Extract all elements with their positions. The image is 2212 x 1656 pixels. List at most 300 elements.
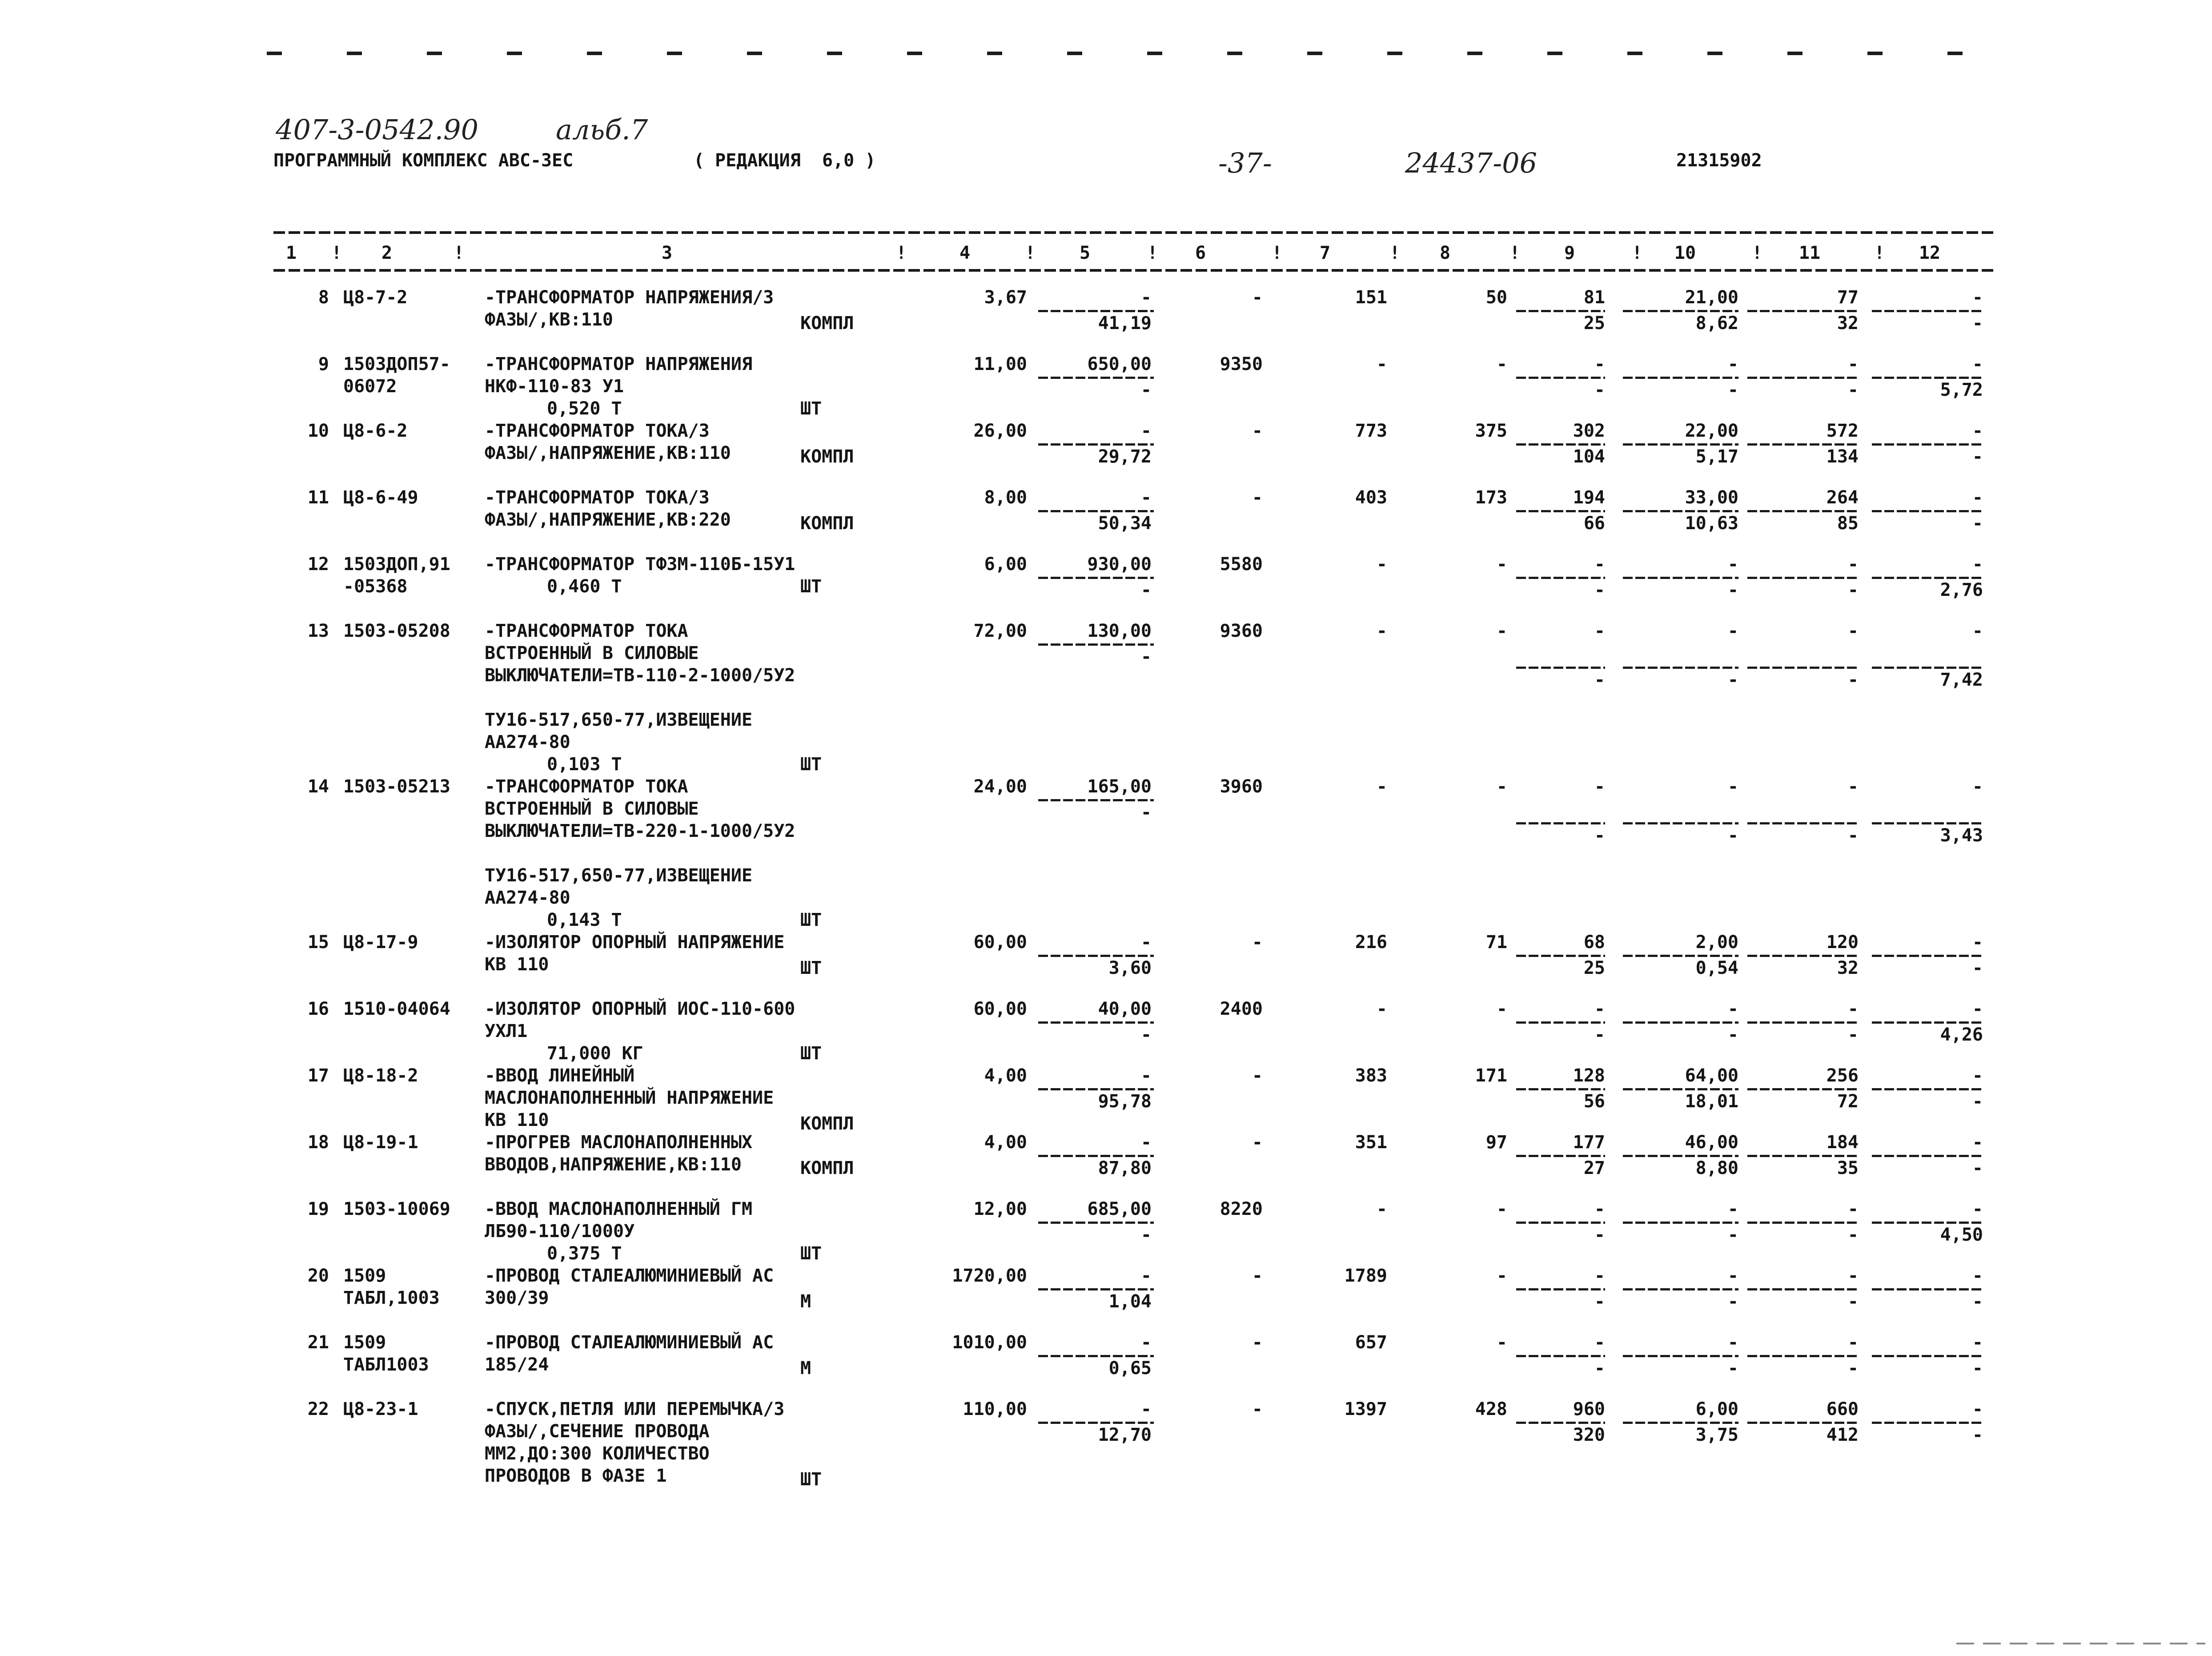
cell-divider bbox=[1516, 377, 1605, 379]
column-header-5: 5 bbox=[1079, 243, 1091, 263]
column-separator: ! bbox=[1874, 243, 1885, 263]
item-name: ТУ16-517,650-77,ИЗВЕЩЕНИЕ bbox=[485, 710, 753, 730]
cell-divider bbox=[1038, 1355, 1154, 1357]
c11-value: 572 bbox=[1826, 421, 1859, 441]
col8-value: - bbox=[1496, 621, 1507, 641]
item-unit: ШТ bbox=[800, 576, 822, 597]
col8-value: 71 bbox=[1485, 932, 1507, 953]
c10-value: 64,00 bbox=[1685, 1065, 1738, 1086]
c12-value: 2,76 bbox=[1940, 580, 1983, 600]
cell-divider bbox=[1872, 1355, 1983, 1357]
c10-value: 18,01 bbox=[1685, 1091, 1738, 1112]
col5-value: 1,04 bbox=[1108, 1291, 1152, 1312]
cell-divider bbox=[1038, 643, 1154, 646]
item-code: Ц8-17-9 bbox=[343, 932, 418, 953]
c12-value: - bbox=[1972, 554, 1983, 575]
col7-value: 216 bbox=[1355, 932, 1387, 953]
col5-value: 650,00 bbox=[1087, 354, 1152, 374]
c12-value: - bbox=[1972, 287, 1983, 308]
column-header-2: 2 bbox=[381, 243, 393, 263]
c12-value: 3,43 bbox=[1940, 825, 1983, 846]
c10-value: - bbox=[1727, 1358, 1738, 1379]
c9-value: - bbox=[1594, 1291, 1605, 1312]
c10-value: - bbox=[1727, 621, 1738, 641]
row-number: 11 bbox=[307, 487, 329, 508]
cell-divider bbox=[1747, 667, 1859, 669]
cell-divider bbox=[1038, 377, 1154, 379]
row-number: 12 bbox=[307, 554, 329, 575]
cell-divider bbox=[1516, 577, 1605, 579]
col6-value: - bbox=[1252, 1065, 1263, 1086]
c9-value: - bbox=[1594, 825, 1605, 846]
cell-divider bbox=[1623, 443, 1738, 446]
c12-value: - bbox=[1972, 1091, 1983, 1112]
c9-value: - bbox=[1594, 1199, 1605, 1219]
col8-value: 97 bbox=[1485, 1132, 1507, 1153]
c12-value: - bbox=[1972, 1425, 1983, 1445]
cell-divider bbox=[1623, 1222, 1738, 1224]
c9-value: - bbox=[1594, 670, 1605, 690]
c9-value: - bbox=[1594, 354, 1605, 374]
item-name: -ТРАНСФОРМАТОР ТОКА/3 bbox=[485, 487, 710, 508]
c9-value: - bbox=[1594, 1266, 1605, 1286]
cell-divider bbox=[1516, 667, 1605, 669]
cell-divider bbox=[1516, 1021, 1605, 1024]
c12-value: - bbox=[1972, 1291, 1983, 1312]
c9-value: 194 bbox=[1573, 487, 1605, 508]
col4-value: 1010,00 bbox=[952, 1332, 1027, 1353]
item-code: Ц8-6-2 bbox=[343, 421, 408, 441]
item-name: -ПРОВОД СТАЛЕАЛЮМИНИЕВЫЙ АС bbox=[485, 1266, 774, 1286]
item-name: ФАЗЫ/,НАПРЯЖЕНИЕ,КВ:220 bbox=[485, 510, 731, 530]
item-name: КВ 110 bbox=[485, 954, 549, 975]
col7-value: 383 bbox=[1355, 1065, 1387, 1086]
row-number: 19 bbox=[307, 1199, 329, 1219]
c10-value: - bbox=[1727, 1199, 1738, 1219]
item-name: ФАЗЫ/,НАПРЯЖЕНИЕ,КВ:110 bbox=[485, 443, 731, 463]
c9-value: - bbox=[1594, 554, 1605, 575]
c11-value: 72 bbox=[1837, 1091, 1859, 1112]
cell-divider bbox=[1747, 1021, 1859, 1024]
c11-value: 264 bbox=[1826, 487, 1859, 508]
item-code: -05368 bbox=[343, 576, 408, 597]
col8-value: 428 bbox=[1475, 1399, 1507, 1419]
c9-value: - bbox=[1594, 1225, 1605, 1245]
cell-divider bbox=[1747, 1088, 1859, 1090]
item-unit: М bbox=[800, 1291, 811, 1312]
c11-value: - bbox=[1847, 1358, 1859, 1379]
bottom-dash-mark bbox=[1956, 1643, 2205, 1644]
cell-divider bbox=[1516, 955, 1605, 957]
cell-divider bbox=[1872, 822, 1983, 824]
column-header-7: 7 bbox=[1319, 243, 1331, 263]
col5-value: 12,70 bbox=[1098, 1425, 1152, 1445]
c11-value: - bbox=[1847, 1199, 1859, 1219]
program-title: ПРОГРАММНЫЙ КОМПЛЕКС АВС-ЗЕС bbox=[273, 150, 574, 171]
c9-value: 27 bbox=[1583, 1158, 1605, 1178]
col5-value: 41,19 bbox=[1098, 313, 1152, 334]
c9-value: 81 bbox=[1583, 287, 1605, 308]
cell-divider bbox=[1516, 1288, 1605, 1290]
c9-value: 66 bbox=[1583, 513, 1605, 534]
column-header-4: 4 bbox=[959, 243, 971, 263]
c12-value: - bbox=[1972, 354, 1983, 374]
col6-value: - bbox=[1252, 487, 1263, 508]
c10-value: - bbox=[1727, 1225, 1738, 1245]
item-unit: КОМПЛ bbox=[800, 513, 854, 534]
item-code: Ц8-18-2 bbox=[343, 1065, 418, 1086]
col8-value: - bbox=[1496, 999, 1507, 1019]
cell-divider bbox=[1623, 310, 1738, 312]
column-separator: ! bbox=[1025, 243, 1036, 263]
col5-value: - bbox=[1140, 932, 1152, 953]
cell-divider bbox=[1747, 1155, 1859, 1157]
item-weight: 0,103 Т bbox=[547, 754, 622, 775]
col6-value: 2400 bbox=[1220, 999, 1263, 1019]
item-weight: 0,143 Т bbox=[547, 910, 622, 930]
c9-value: 104 bbox=[1573, 446, 1605, 467]
col5-value: - bbox=[1140, 1266, 1152, 1286]
c12-value: - bbox=[1972, 1158, 1983, 1178]
cell-divider bbox=[1872, 955, 1983, 957]
c9-value: - bbox=[1594, 1025, 1605, 1045]
item-name: -ТРАНСФОРМАТОР ТОКА bbox=[485, 776, 688, 797]
col8-value: 50 bbox=[1485, 287, 1507, 308]
c11-value: 35 bbox=[1837, 1158, 1859, 1178]
col6-value: - bbox=[1252, 421, 1263, 441]
item-unit: ШТ bbox=[800, 958, 822, 978]
cell-divider bbox=[1623, 955, 1738, 957]
cell-divider bbox=[1038, 1088, 1154, 1090]
item-name: КВ 110 bbox=[485, 1110, 549, 1130]
col4-value: 1720,00 bbox=[952, 1266, 1027, 1286]
cell-divider bbox=[1516, 1222, 1605, 1224]
cell-divider bbox=[1038, 799, 1154, 801]
item-code: 1509 bbox=[343, 1266, 386, 1286]
item-code: Ц8-6-49 bbox=[343, 487, 418, 508]
item-name: ФАЗЫ/,КВ:110 bbox=[485, 309, 613, 330]
col8-value: - bbox=[1496, 1332, 1507, 1353]
cell-divider bbox=[1038, 955, 1154, 957]
col7-value: - bbox=[1376, 776, 1387, 797]
c9-value: 68 bbox=[1583, 932, 1605, 953]
row-number: 16 bbox=[307, 999, 329, 1019]
item-weight: 71,000 КГ bbox=[547, 1043, 643, 1064]
cell-divider bbox=[1038, 1422, 1154, 1424]
item-name: -ТРАНСФОРМАТОР ТОКА/3 bbox=[485, 421, 710, 441]
cell-divider bbox=[1623, 1422, 1738, 1424]
cell-divider bbox=[1516, 1088, 1605, 1090]
c9-value: - bbox=[1594, 380, 1605, 400]
col4-value: 60,00 bbox=[973, 932, 1027, 953]
item-name: -ТРАНСФОРМАТОР ТОКА bbox=[485, 621, 688, 641]
c11-value: - bbox=[1847, 1266, 1859, 1286]
cell-divider bbox=[1747, 510, 1859, 512]
col4-value: 24,00 bbox=[973, 776, 1027, 797]
col5-value: - bbox=[1140, 380, 1152, 400]
item-name: АА274-80 bbox=[485, 732, 570, 752]
item-name: ЛБ90-110/1000У bbox=[485, 1221, 635, 1242]
c11-value: 184 bbox=[1826, 1132, 1859, 1153]
c10-value: 22,00 bbox=[1685, 421, 1738, 441]
col7-value: - bbox=[1376, 621, 1387, 641]
c11-value: 134 bbox=[1826, 446, 1859, 467]
cell-divider bbox=[1516, 822, 1605, 824]
col5-value: 130,00 bbox=[1087, 621, 1152, 641]
col6-value: 9350 bbox=[1220, 354, 1263, 374]
item-weight: 0,460 Т bbox=[547, 576, 622, 597]
c11-value: - bbox=[1847, 1025, 1859, 1045]
c11-value: 32 bbox=[1837, 958, 1859, 978]
c12-value: - bbox=[1972, 621, 1983, 641]
cell-divider bbox=[1623, 1155, 1738, 1157]
cell-divider bbox=[1623, 1088, 1738, 1090]
item-name: -ТРАНСФОРМАТОР НАПРЯЖЕНИЯ/3 bbox=[485, 287, 774, 308]
c12-value: - bbox=[1972, 999, 1983, 1019]
cell-divider bbox=[1872, 577, 1983, 579]
col5-value: - bbox=[1140, 1225, 1152, 1245]
cell-divider bbox=[1872, 377, 1983, 379]
c11-value: - bbox=[1847, 1291, 1859, 1312]
c10-value: 0,54 bbox=[1695, 958, 1738, 978]
c12-value: - bbox=[1972, 1199, 1983, 1219]
cell-divider bbox=[1516, 510, 1605, 512]
column-header-6: 6 bbox=[1195, 243, 1206, 263]
cell-divider bbox=[1747, 1288, 1859, 1290]
col6-value: - bbox=[1252, 1332, 1263, 1353]
cell-divider bbox=[1623, 1021, 1738, 1024]
col6-value: 5580 bbox=[1220, 554, 1263, 575]
cell-divider bbox=[1872, 310, 1983, 312]
c11-value: - bbox=[1847, 580, 1859, 600]
item-code: 1503-05213 bbox=[343, 776, 450, 797]
c10-value: - bbox=[1727, 999, 1738, 1019]
cell-divider bbox=[1623, 822, 1738, 824]
col4-value: 12,00 bbox=[973, 1199, 1027, 1219]
item-unit: ШТ bbox=[800, 1469, 822, 1490]
c10-value: - bbox=[1727, 670, 1738, 690]
c12-value: - bbox=[1972, 958, 1983, 978]
item-name: -ТРАНСФОРМАТОР НАПРЯЖЕНИЯ bbox=[485, 354, 753, 374]
cell-divider bbox=[1747, 822, 1859, 824]
col5-value: - bbox=[1140, 1332, 1152, 1353]
col4-value: 3,67 bbox=[984, 287, 1027, 308]
item-name: -ИЗОЛЯТОР ОПОРНЫЙ ИОС-110-600 bbox=[485, 999, 795, 1019]
cell-divider bbox=[1747, 955, 1859, 957]
item-unit: ШТ bbox=[800, 398, 822, 419]
col5-value: 87,80 bbox=[1098, 1158, 1152, 1178]
c9-value: 320 bbox=[1573, 1425, 1605, 1445]
col5-value: - bbox=[1140, 1132, 1152, 1153]
item-code: Ц8-19-1 bbox=[343, 1132, 418, 1153]
item-name: ВЫКЛЮЧАТЕЛИ=ТВ-220-1-1000/5У2 bbox=[485, 821, 795, 841]
handwritten-ref-number: 24437-06 bbox=[1405, 147, 1538, 179]
cell-divider bbox=[1623, 1355, 1738, 1357]
cell-divider bbox=[1623, 577, 1738, 579]
item-name: ПРОВОДОВ В ФАЗЕ 1 bbox=[485, 1466, 667, 1486]
cell-divider bbox=[1872, 1155, 1983, 1157]
c9-value: 25 bbox=[1583, 958, 1605, 978]
item-code: Ц8-7-2 bbox=[343, 287, 408, 308]
c10-value: 2,00 bbox=[1695, 932, 1738, 953]
cell-divider bbox=[1516, 443, 1605, 446]
item-code: 1503-05208 bbox=[343, 621, 450, 641]
item-name: 185/24 bbox=[485, 1355, 549, 1375]
col7-value: 351 bbox=[1355, 1132, 1387, 1153]
program-edition: ( РЕДАКЦИЯ 6,0 ) bbox=[694, 150, 876, 171]
c12-value: - bbox=[1972, 513, 1983, 534]
cell-divider bbox=[1747, 377, 1859, 379]
col5-value: 40,00 bbox=[1098, 999, 1152, 1019]
row-number: 18 bbox=[307, 1132, 329, 1153]
col5-value: 95,78 bbox=[1098, 1091, 1152, 1112]
c11-value: 412 bbox=[1826, 1425, 1859, 1445]
cell-divider bbox=[1623, 377, 1738, 379]
cell-divider bbox=[1872, 1222, 1983, 1224]
item-weight: 0,520 Т bbox=[547, 398, 622, 419]
cell-divider bbox=[1623, 667, 1738, 669]
cell-divider bbox=[1516, 1422, 1605, 1424]
cell-divider bbox=[1872, 1088, 1983, 1090]
item-name: -ВВОД МАСЛОНАПОЛНЕННЫЙ ГМ bbox=[485, 1199, 753, 1219]
column-header-1: 1 bbox=[285, 243, 297, 263]
col5-value: - bbox=[1140, 287, 1152, 308]
column-separator: ! bbox=[1272, 243, 1283, 263]
item-name: ВСТРОЕННЫЙ В СИЛОВЫЕ bbox=[485, 799, 699, 819]
cell-divider bbox=[1623, 510, 1738, 512]
row-number: 10 bbox=[307, 421, 329, 441]
cell-divider bbox=[1872, 510, 1983, 512]
col5-value: 29,72 bbox=[1098, 446, 1152, 467]
item-name: НКФ-110-83 У1 bbox=[485, 376, 624, 397]
col7-value: 151 bbox=[1355, 287, 1387, 308]
row-number: 17 bbox=[307, 1065, 329, 1086]
item-name: ММ2,ДО:300 КОЛИЧЕСТВО bbox=[485, 1443, 710, 1464]
item-code: 1509 bbox=[343, 1332, 386, 1353]
row-number: 21 bbox=[307, 1332, 329, 1353]
column-header-3: 3 bbox=[661, 243, 673, 263]
col4-value: 60,00 bbox=[973, 999, 1027, 1019]
c11-value: 120 bbox=[1826, 932, 1859, 953]
col5-value: 930,00 bbox=[1087, 554, 1152, 575]
c12-value: - bbox=[1972, 932, 1983, 953]
item-name: АА274-80 bbox=[485, 888, 570, 908]
item-unit: М bbox=[800, 1358, 811, 1379]
c9-value: - bbox=[1594, 776, 1605, 797]
c9-value: - bbox=[1594, 1358, 1605, 1379]
cell-divider bbox=[1747, 1222, 1859, 1224]
col5-value: 50,34 bbox=[1098, 513, 1152, 534]
col8-value: 171 bbox=[1475, 1065, 1507, 1086]
c10-value: - bbox=[1727, 776, 1738, 797]
c12-value: - bbox=[1972, 1399, 1983, 1419]
row-number: 22 bbox=[307, 1399, 329, 1419]
column-header-8: 8 bbox=[1439, 243, 1451, 263]
item-name: -ИЗОЛЯТОР ОПОРНЫЙ НАПРЯЖЕНИЕ bbox=[485, 932, 785, 953]
item-name: -ТРАНСФОРМАТОР ТФЗМ-110Б-15У1 bbox=[485, 554, 795, 575]
c9-value: - bbox=[1594, 580, 1605, 600]
c12-value: - bbox=[1972, 487, 1983, 508]
item-unit: ШТ bbox=[800, 754, 822, 775]
item-code: ТАБЛ,1003 bbox=[343, 1288, 440, 1308]
col8-value: - bbox=[1496, 1199, 1507, 1219]
col7-value: 1397 bbox=[1344, 1399, 1387, 1419]
c12-value: - bbox=[1972, 421, 1983, 441]
col6-value: - bbox=[1252, 1399, 1263, 1419]
c11-value: - bbox=[1847, 621, 1859, 641]
item-code: 1503-10069 bbox=[343, 1199, 450, 1219]
col8-value: - bbox=[1496, 776, 1507, 797]
c9-value: 177 bbox=[1573, 1132, 1605, 1153]
col6-value: - bbox=[1252, 932, 1263, 953]
document-code: 21315902 bbox=[1676, 150, 1762, 171]
col8-value: 375 bbox=[1475, 421, 1507, 441]
col5-value: - bbox=[1140, 647, 1152, 667]
col4-value: 110,00 bbox=[963, 1399, 1027, 1419]
handwritten-page-number: -37- bbox=[1218, 147, 1272, 179]
row-number: 8 bbox=[318, 287, 329, 308]
col5-value: - bbox=[1140, 580, 1152, 600]
c10-value: - bbox=[1727, 1025, 1738, 1045]
col6-value: - bbox=[1252, 1132, 1263, 1153]
col8-value: - bbox=[1496, 554, 1507, 575]
cell-divider bbox=[1872, 443, 1983, 446]
c10-value: - bbox=[1727, 380, 1738, 400]
item-name: ВВОДОВ,НАПРЯЖЕНИЕ,КВ:110 bbox=[485, 1154, 742, 1175]
item-code: Ц8-23-1 bbox=[343, 1399, 418, 1419]
c10-value: 10,63 bbox=[1685, 513, 1738, 534]
cell-divider bbox=[1038, 1021, 1154, 1024]
col5-value: 685,00 bbox=[1087, 1199, 1152, 1219]
cell-divider bbox=[1516, 310, 1605, 312]
item-code: 1503ДОП,91 bbox=[343, 554, 450, 575]
c12-value: - bbox=[1972, 313, 1983, 334]
c9-value: 960 bbox=[1573, 1399, 1605, 1419]
item-name: -ПРОВОД СТАЛЕАЛЮМИНИЕВЫЙ АС bbox=[485, 1332, 774, 1353]
item-name: -ВВОД ЛИНЕЙНЫЙ bbox=[485, 1065, 635, 1086]
column-separator: ! bbox=[1752, 243, 1763, 263]
cell-divider bbox=[1747, 443, 1859, 446]
c11-value: 77 bbox=[1837, 287, 1859, 308]
c12-value: 5,72 bbox=[1940, 380, 1983, 400]
col5-value: - bbox=[1140, 1065, 1152, 1086]
col4-value: 4,00 bbox=[984, 1132, 1027, 1153]
item-unit: ШТ bbox=[800, 1243, 822, 1264]
col5-value: - bbox=[1140, 487, 1152, 508]
c9-value: 25 bbox=[1583, 313, 1605, 334]
item-unit: КОМПЛ bbox=[800, 1113, 854, 1134]
c10-value: - bbox=[1727, 554, 1738, 575]
col8-value: - bbox=[1496, 354, 1507, 374]
c11-value: - bbox=[1847, 1332, 1859, 1353]
item-name: МАСЛОНАПОЛНЕННЫЙ НАПРЯЖЕНИЕ bbox=[485, 1088, 774, 1108]
cell-divider bbox=[1747, 1422, 1859, 1424]
c11-value: - bbox=[1847, 354, 1859, 374]
c10-value: - bbox=[1727, 1332, 1738, 1353]
handwritten-doc-code: 407-3-0542.90 bbox=[276, 113, 479, 146]
cell-divider bbox=[1038, 510, 1154, 512]
item-unit: КОМПЛ bbox=[800, 1158, 854, 1178]
col4-value: 8,00 bbox=[984, 487, 1027, 508]
c12-value: - bbox=[1972, 1065, 1983, 1086]
column-header-11: 11 bbox=[1799, 243, 1821, 263]
row-number: 14 bbox=[307, 776, 329, 797]
c11-value: - bbox=[1847, 999, 1859, 1019]
cell-divider bbox=[1038, 1155, 1154, 1157]
c11-value: - bbox=[1847, 380, 1859, 400]
row-number: 13 bbox=[307, 621, 329, 641]
col8-value: 173 bbox=[1475, 487, 1507, 508]
